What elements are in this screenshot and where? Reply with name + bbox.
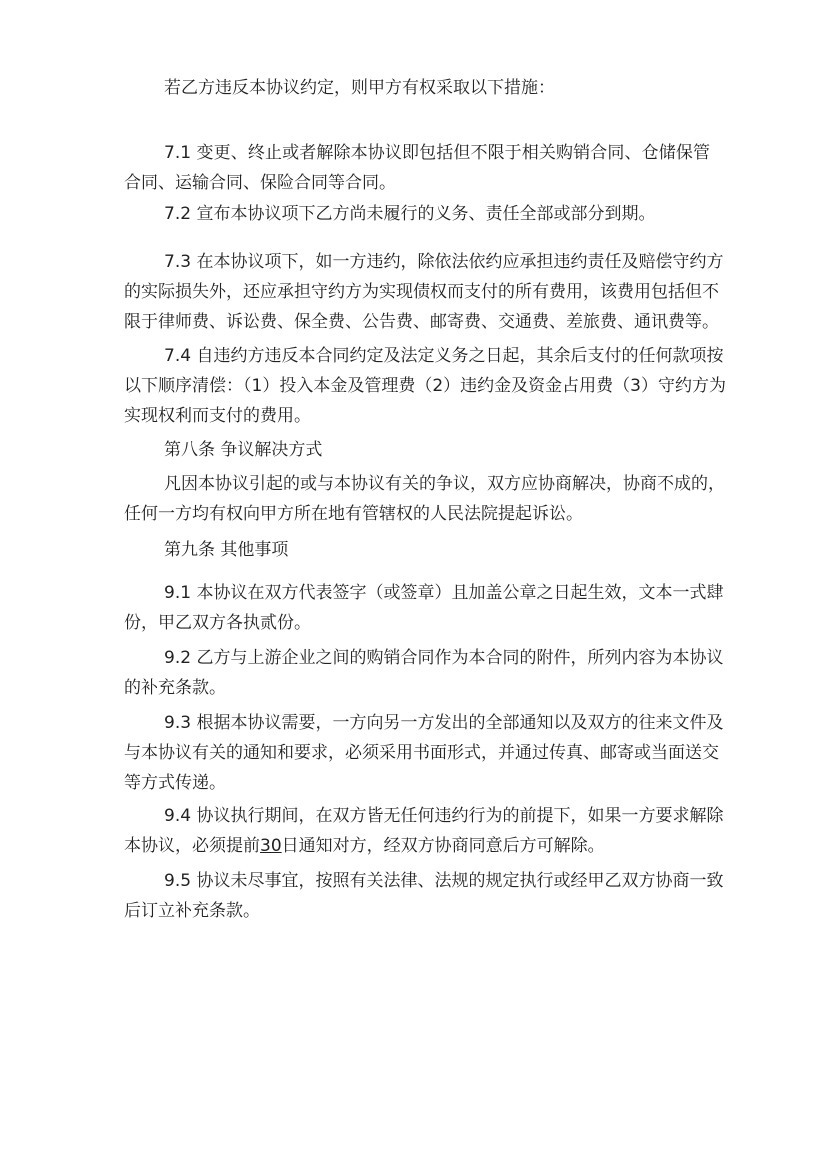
text-line: 9.3 根据本协议需要，一方向另一方发出的全部通知以及双方的往来文件及 — [164, 713, 724, 733]
section-heading: 第九条 其他事项 — [164, 540, 289, 560]
text-line: 份，甲乙双方各执贰份。 — [124, 613, 311, 633]
text-line: 合同、运输合同、保险合同等合同。 — [124, 173, 396, 193]
article-9-heading — [124, 535, 710, 565]
text-line: 后订立补充条款。 — [124, 901, 260, 921]
intro-paragraph — [124, 73, 710, 103]
section-heading: 第八条 争议解决方式 — [164, 440, 323, 460]
text-line: 限于律师费、诉讼费、保全费、公告费、邮寄费、交通费、差旅费、通讯费等。 — [124, 312, 719, 332]
text-line: 7.1 变更、终止或者解除本协议即包括但不限于相关购销合同、仓储保管 — [164, 143, 710, 163]
clause-9-3 — [124, 708, 724, 798]
text-line: 9.1 本协议在双方代表签字（或签章）且加盖公章之日起生效，文本一式肆 — [164, 583, 724, 603]
clause-9-4 — [124, 801, 724, 861]
text-line — [124, 831, 710, 861]
clause-9-5 — [124, 866, 724, 926]
text-line: 的实际损失外，还应承担守约方为实现债权而支付的所有费用，该费用包括但不 — [124, 282, 719, 302]
article-8-heading — [124, 435, 710, 465]
text-line: 的补充条款。 — [124, 678, 226, 698]
text-line: 9.4 协议执行期间，在双方皆无任何违约行为的前提下，如果一方要求解除 — [164, 806, 724, 826]
text-line: 7.4 自违约方违反本合同约定及法定义务之日起，其余后支付的任何款项按 — [164, 346, 724, 366]
text-line: 等方式传递。 — [124, 773, 226, 793]
article-8-body — [124, 469, 725, 529]
text-line: 实现权利而支付的费用。 — [124, 406, 311, 426]
text-line: 以下顺序清偿：（1）投入本金及管理费（2）违约金及资金占用费（3）守约方为 — [124, 376, 726, 396]
text-line: 凡因本协议引起的或与本协议有关的争议，双方应协商解决，协商不成的， — [164, 474, 725, 494]
clause-7-2 — [124, 199, 710, 229]
text-line: 7.3 在本协议项下，如一方违约，除依法依约应承担违约责任及赔偿守约方 — [164, 252, 724, 272]
clause-7-4 — [124, 341, 726, 431]
notice-days-value: 30 — [260, 836, 282, 856]
text-line: 任何一方均有权向甲方所在地有管辖权的人民法院提起诉讼。 — [124, 504, 583, 524]
text-line: 7.2 宣布本协议项下乙方尚未履行的义务、责任全部或部分到期。 — [164, 204, 656, 224]
text-line: 与本协议有关的通知和要求，必须采用书面形式，并通过传真、邮寄或当面送交 — [124, 743, 719, 763]
text-segment: 日通知对方，经双方协商同意后方可解除。 — [281, 836, 605, 856]
clause-9-2 — [124, 643, 724, 703]
clause-9-1 — [124, 578, 724, 638]
text-segment: 本协议，必须提前 — [124, 836, 260, 856]
text-line: 9.2 乙方与上游企业之间的购销合同作为本合同的附件，所列内容为本协议 — [164, 648, 724, 668]
clause-7-3 — [124, 247, 724, 337]
text-line: 9.5 协议未尽事宜，按照有关法律、法规的规定执行或经甲乙双方协商一致 — [164, 871, 724, 891]
text-line: 若乙方违反本协议约定，则甲方有权采取以下措施： — [164, 78, 555, 98]
clause-7-1 — [124, 138, 710, 198]
